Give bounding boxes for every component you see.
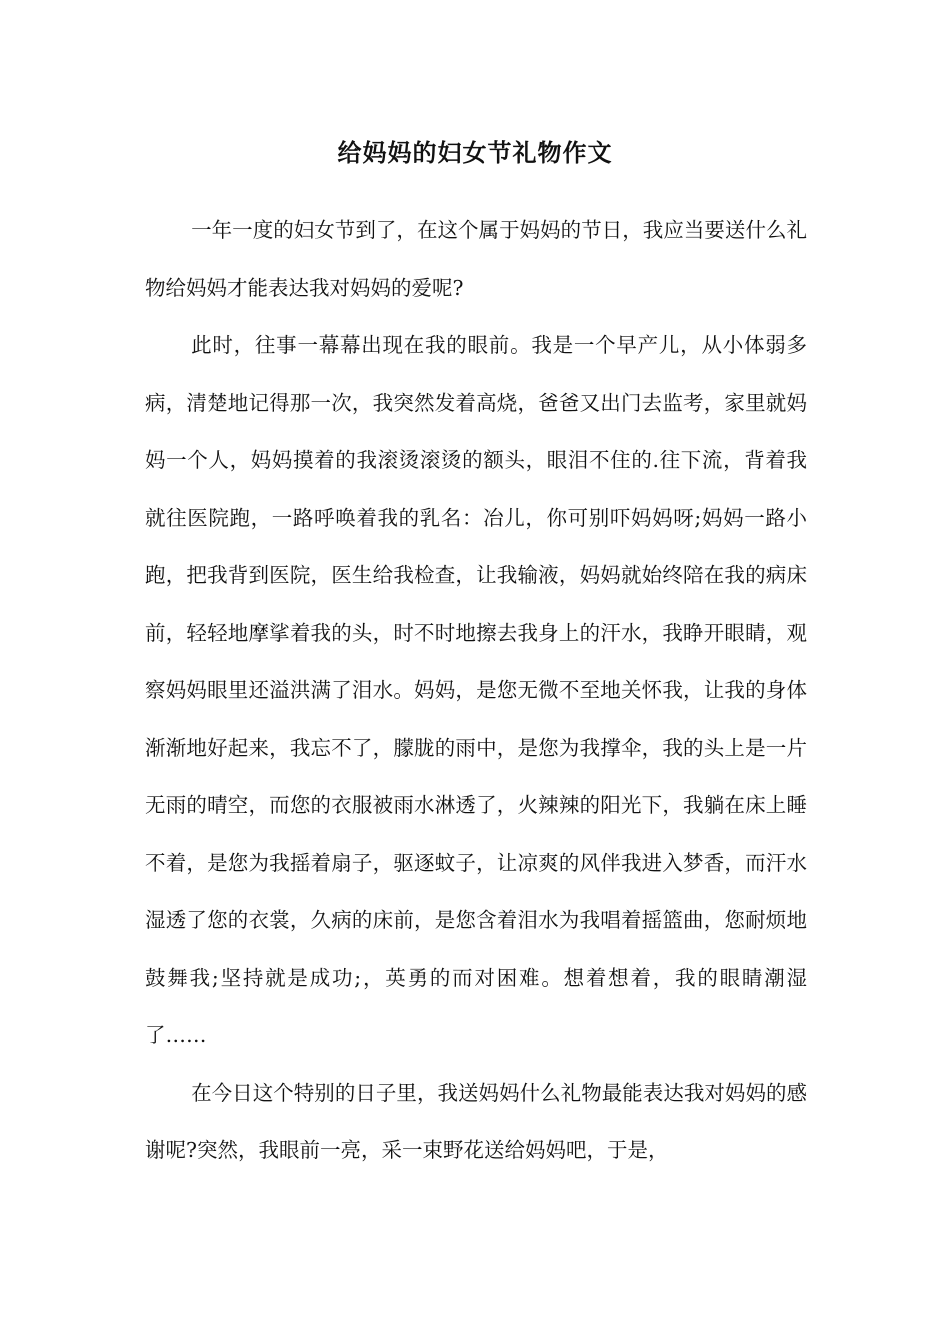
paragraph-1: 一年一度的妇女节到了，在这个属于妈妈的节日，我应当要送什么礼物给妈妈才能表达我对妈妈的爱呢?: [145, 218, 807, 300]
document-body: [145, 202, 807, 1180]
paragraph-3: 在今日这个特别的日子里，我送妈妈什么礼物最能表达我对妈妈的感谢呢?突然，我眼前一亮，采一束野花送给妈妈吧，于是，: [145, 1080, 807, 1162]
document-title: 给妈妈的妇女节礼物作文: [337, 138, 613, 167]
paragraph-2: 此时，往事一幕幕出现在我的眼前。我是一个早产儿，从小体弱多病，清楚地记得那一次，我突然发着高烧，爸爸又出门去监考，家里就妈妈一个人，妈妈摸着的我滚烫滚烫的额头，眼泪不住的.往下流，背着我就往医院跑，一路呼唤着我的乳名：冶儿，你可别吓妈妈呀;妈妈一路小跑，把我背到医院，医生给我检查，让我输液，妈妈就始终陪在我的病床前，轻轻地摩挲着我的头，时不时地擦去我身上的汗水，我睁开眼睛，观察妈妈眼里还溢洪满了泪水。妈妈，是您无微不至地关怀我，让我的身体渐渐地好起来，我忘不了，朦胧的雨中，是您为我撑伞，我的头上是一片无雨的晴空，而您的衣服被雨水淋透了，火辣辣的阳光下，我躺在床上睡不着，是您为我摇着扇子，驱逐蚊子，让凉爽的风伴我进入梦香，而汗水湿透了您的衣裳，久病的床前，是您含着泪水为我唱着摇篮曲，您耐烦地鼓舞我;坚持就是成功;，英勇的而对困难。想着想着，我的眼睛潮湿了……: [145, 333, 807, 1047]
